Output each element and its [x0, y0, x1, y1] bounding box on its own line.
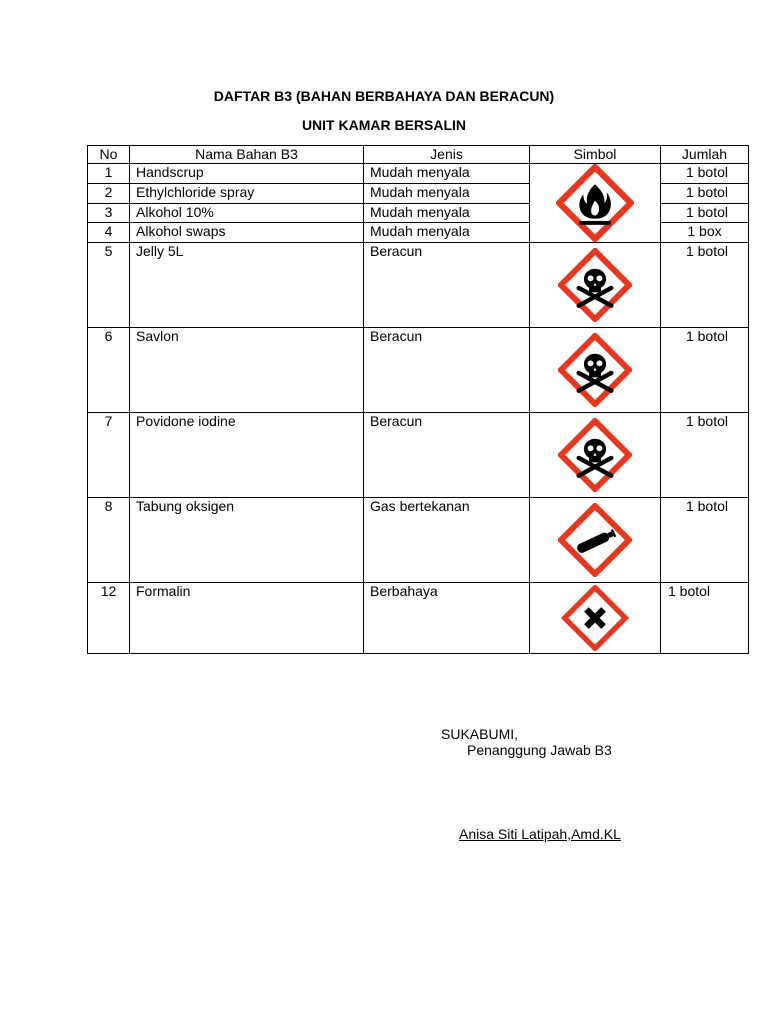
cell-simbol [530, 583, 661, 654]
table-header-row [88, 146, 749, 164]
header-nama: Nama Bahan B3 [130, 146, 364, 164]
cell-jenis: Mudah menyala [364, 183, 530, 203]
signature-role: Penanggung Jawab B3 [467, 742, 612, 758]
cell-jenis: Gas bertekanan [364, 498, 530, 583]
cell-nama: Ethylchloride spray [130, 183, 364, 203]
header-jumlah: Jumlah [661, 146, 749, 164]
cell-jumlah: 1 botol [661, 183, 749, 203]
cell-no: 7 [88, 413, 130, 498]
cell-no: 5 [88, 243, 130, 328]
cell-jenis: Mudah menyala [364, 164, 530, 184]
cell-nama: Savlon [130, 328, 364, 413]
cell-no: 2 [88, 183, 130, 203]
cell-nama: Tabung oksigen [130, 498, 364, 583]
cell-jumlah: 1 botol [661, 583, 749, 654]
cell-simbol [530, 413, 661, 498]
cell-nama: Formalin [130, 583, 364, 654]
table-row [88, 413, 749, 498]
cell-simbol [530, 164, 661, 243]
cell-jumlah: 1 botol [661, 243, 749, 328]
header-simbol: Simbol [530, 146, 661, 164]
document-subtitle: UNIT KAMAR BERSALIN [301, 117, 467, 133]
signature-name: Anisa Siti Latipah,Amd.KL [459, 826, 621, 842]
table-row [88, 498, 749, 583]
cell-nama: Alkohol swaps [130, 223, 364, 243]
cell-nama: Handscrup [130, 164, 364, 184]
cell-jumlah: 1 box [661, 223, 749, 243]
skull-crossbones-icon [558, 248, 632, 322]
header-no: No [88, 146, 130, 164]
cell-jenis: Beracun [364, 243, 530, 328]
cell-jumlah: 1 botol [661, 164, 749, 184]
cell-nama: Alkohol 10% [130, 203, 364, 223]
b3-table [87, 145, 749, 654]
harmful-cross-icon [558, 585, 632, 651]
cell-jenis: Mudah menyala [364, 223, 530, 243]
cell-no: 6 [88, 328, 130, 413]
cell-no: 4 [88, 223, 130, 243]
cell-no: 3 [88, 203, 130, 223]
cell-jumlah: 1 botol [661, 413, 749, 498]
cell-simbol [530, 328, 661, 413]
signature-place: SUKABUMI, [441, 726, 519, 742]
flame-icon [556, 164, 634, 242]
cell-no: 12 [88, 583, 130, 654]
header-jenis: Jenis [364, 146, 530, 164]
cell-jumlah: 1 botol [661, 328, 749, 413]
cell-jenis: Beracun [364, 328, 530, 413]
table-row [88, 583, 749, 654]
cell-jumlah: 1 botol [661, 203, 749, 223]
cell-jenis: Berbahaya [364, 583, 530, 654]
cell-no: 8 [88, 498, 130, 583]
document-title: DAFTAR B3 (BAHAN BERBAHAYA DAN BERACUN) [213, 88, 555, 104]
cell-nama: Povidone iodine [130, 413, 364, 498]
table-row [88, 328, 749, 413]
gas-cylinder-icon [558, 503, 632, 577]
cell-simbol [530, 498, 661, 583]
table-row [88, 164, 749, 184]
skull-crossbones-icon [558, 333, 632, 407]
table-row [88, 243, 749, 328]
cell-jumlah: 1 botol [661, 498, 749, 583]
cell-jenis: Beracun [364, 413, 530, 498]
cell-jenis: Mudah menyala [364, 203, 530, 223]
cell-no: 1 [88, 164, 130, 184]
cell-nama: Jelly 5L [130, 243, 364, 328]
cell-simbol [530, 243, 661, 328]
skull-crossbones-icon [558, 418, 632, 492]
